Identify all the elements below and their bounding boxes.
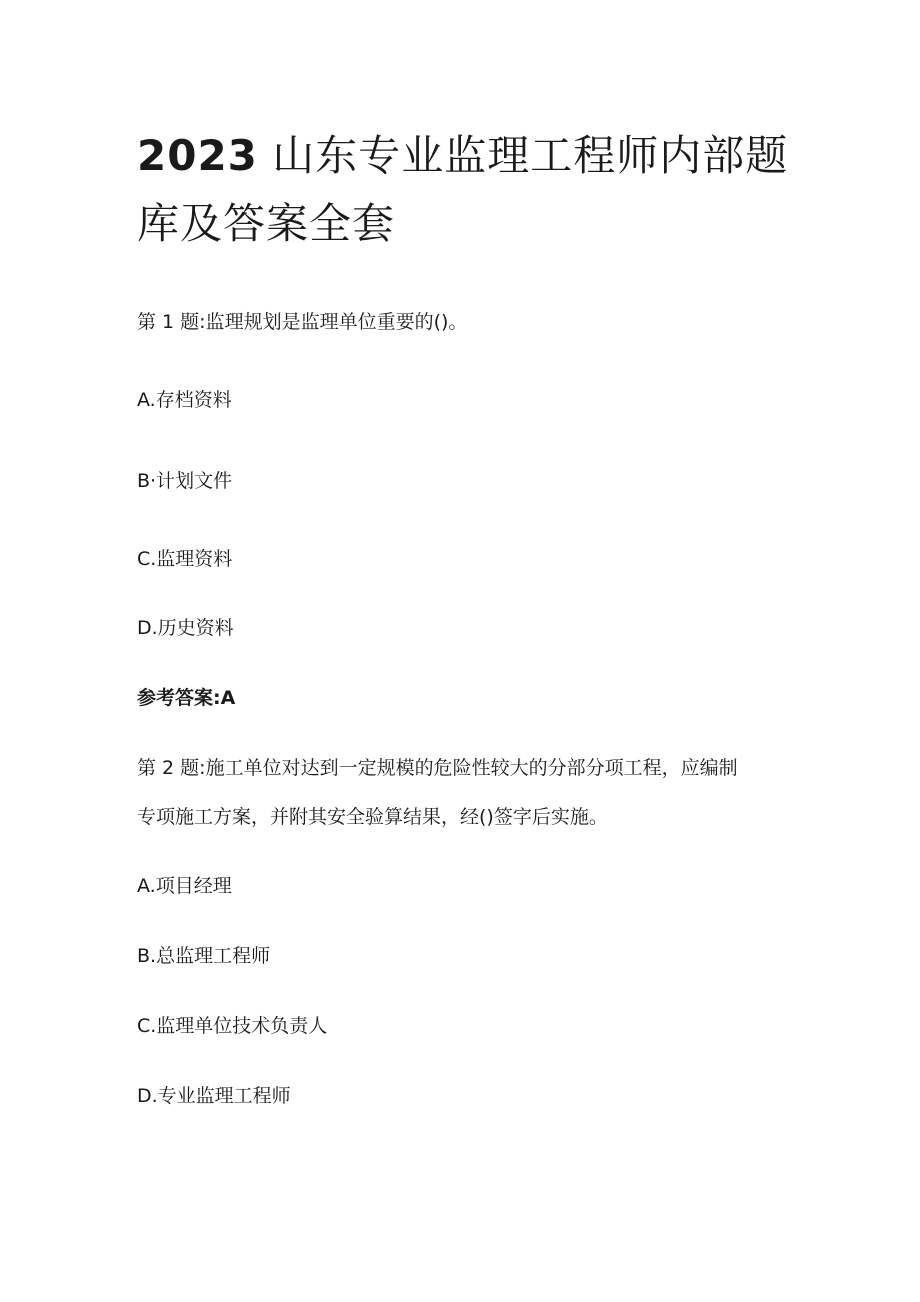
- question-1-option-b: B·计划文件: [137, 470, 233, 492]
- question-2-stem-line-1: 第 2 题:施工单位对达到一定规模的危险性较大的分部分项工程，应编制: [137, 757, 738, 779]
- question-1-option-c: C.监理资料: [137, 548, 233, 570]
- question-2-option-d: D.专业监理工程师: [137, 1085, 291, 1107]
- question-2-stem-line-2: 专项施工方案，并附其安全验算结果，经()签字后实施。: [137, 806, 608, 828]
- question-1-option-d: D.历史资料: [137, 617, 234, 639]
- title-text: 山东专业监理工程师内部题库及答案全套: [137, 131, 789, 248]
- question-2-option-c: C.监理单位技术负责人: [137, 1015, 328, 1037]
- question-2-option-b: B.总监理工程师: [137, 945, 271, 967]
- question-1-answer: 参考答案:A: [137, 687, 236, 709]
- title-year: 2023: [137, 131, 258, 180]
- question-2-option-a: A.项目经理: [137, 875, 232, 897]
- document-title: [137, 122, 797, 258]
- question-1-stem: 第 1 题:监理规划是监理单位重要的()。: [137, 311, 468, 333]
- question-1-option-a: A.存档资料: [137, 389, 232, 411]
